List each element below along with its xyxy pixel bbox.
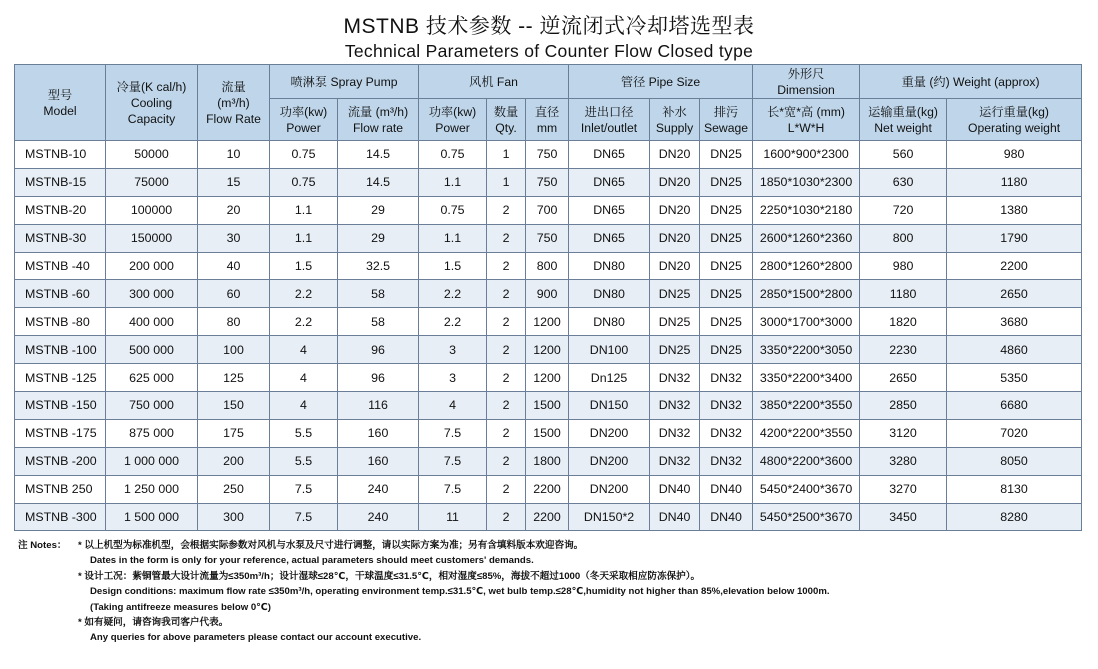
cell-pipe-supply: DN20 bbox=[650, 196, 700, 224]
table-row bbox=[15, 141, 1082, 169]
cell-dimension: 1850*1030*2300 bbox=[753, 168, 860, 196]
cell-fan-qty: 2 bbox=[487, 364, 526, 392]
note-1-en: Dates in the form is only for your reference, actual parameters should meet customers' demands. bbox=[90, 555, 534, 567]
cell-flow-rate: 10 bbox=[198, 141, 270, 169]
cell-fan-power: 1.1 bbox=[419, 168, 487, 196]
cell-spray-power: 5.5 bbox=[270, 447, 338, 475]
cell-spray-flow: 32.5 bbox=[338, 252, 419, 280]
cell-fan-qty: 2 bbox=[487, 475, 526, 503]
cell-dimension: 4200*2200*3550 bbox=[753, 419, 860, 447]
header-pipe-supply: 补水 Supply bbox=[650, 99, 700, 141]
cell-flow-rate: 125 bbox=[198, 364, 270, 392]
cell-net-weight: 2230 bbox=[860, 336, 947, 364]
cell-dimension: 2800*1260*2800 bbox=[753, 252, 860, 280]
cell-fan-qty: 2 bbox=[487, 503, 526, 531]
cell-cooling-capacity: 1 500 000 bbox=[106, 503, 198, 531]
header-fan-diameter: 直径 mm bbox=[526, 99, 569, 141]
cell-net-weight: 3120 bbox=[860, 419, 947, 447]
cell-fan-qty: 2 bbox=[487, 447, 526, 475]
header-pipe-sewage: 排污 Sewage bbox=[700, 99, 753, 141]
cell-operating-weight: 3680 bbox=[947, 308, 1082, 336]
cell-pipe-sewage: DN25 bbox=[700, 168, 753, 196]
cell-fan-qty: 1 bbox=[487, 168, 526, 196]
header-spray-power: 功率(kw) Power bbox=[270, 99, 338, 141]
note-2-en: Design conditions: maximum flow rate ≤350m³/h, operating environment temp.≤31.5℃, wet bulb temp.≤28℃,humidity not higher than 85%,elevation below 1000m. bbox=[90, 586, 830, 598]
cell-spray-flow: 116 bbox=[338, 392, 419, 420]
cell-fan-qty: 2 bbox=[487, 392, 526, 420]
header-dimension-lwh: 长*宽*高 (mm) L*W*H bbox=[753, 99, 860, 141]
cell-net-weight: 980 bbox=[860, 252, 947, 280]
table-row bbox=[15, 196, 1082, 224]
cell-cooling-capacity: 300 000 bbox=[106, 280, 198, 308]
cell-spray-power: 7.5 bbox=[270, 475, 338, 503]
cell-pipe-supply: DN32 bbox=[650, 447, 700, 475]
notes-lead: 注 Notes： bbox=[18, 540, 67, 551]
cell-fan-power: 7.5 bbox=[419, 419, 487, 447]
cell-net-weight: 720 bbox=[860, 196, 947, 224]
cell-cooling-capacity: 150000 bbox=[106, 224, 198, 252]
cell-flow-rate: 60 bbox=[198, 280, 270, 308]
cell-pipe-inlet: DN80 bbox=[569, 280, 650, 308]
cell-cooling-capacity: 1 250 000 bbox=[106, 475, 198, 503]
cell-pipe-supply: DN25 bbox=[650, 336, 700, 364]
header-dimension: 外形尺 Dimension bbox=[753, 65, 860, 99]
cell-fan-qty: 2 bbox=[487, 252, 526, 280]
cell-net-weight: 1820 bbox=[860, 308, 947, 336]
cell-pipe-supply: DN40 bbox=[650, 475, 700, 503]
cell-operating-weight: 7020 bbox=[947, 419, 1082, 447]
cell-flow-rate: 300 bbox=[198, 503, 270, 531]
cell-flow-rate: 175 bbox=[198, 419, 270, 447]
cell-operating-weight: 1790 bbox=[947, 224, 1082, 252]
cell-model: MSTNB -80 bbox=[15, 308, 106, 336]
table-row bbox=[15, 503, 1082, 531]
cell-operating-weight: 5350 bbox=[947, 364, 1082, 392]
cell-pipe-inlet: DN200 bbox=[569, 475, 650, 503]
cell-fan-diameter: 2200 bbox=[526, 475, 569, 503]
cell-pipe-supply: DN25 bbox=[650, 280, 700, 308]
cell-spray-flow: 160 bbox=[338, 419, 419, 447]
cell-pipe-sewage: DN40 bbox=[700, 475, 753, 503]
header-net-weight: 运输重量(kg) Net weight bbox=[860, 99, 947, 141]
header-flow-rate: 流量 (m³/h) Flow Rate bbox=[198, 65, 270, 141]
cell-dimension: 1600*900*2300 bbox=[753, 141, 860, 169]
cell-pipe-sewage: DN32 bbox=[700, 447, 753, 475]
cell-fan-diameter: 1500 bbox=[526, 392, 569, 420]
cell-fan-power: 3 bbox=[419, 336, 487, 364]
cell-cooling-capacity: 200 000 bbox=[106, 252, 198, 280]
cell-spray-flow: 96 bbox=[338, 364, 419, 392]
cell-model: MSTNB -175 bbox=[15, 419, 106, 447]
cell-fan-diameter: 750 bbox=[526, 224, 569, 252]
cell-spray-power: 2.2 bbox=[270, 308, 338, 336]
cell-net-weight: 630 bbox=[860, 168, 947, 196]
cell-pipe-sewage: DN25 bbox=[700, 336, 753, 364]
cell-pipe-sewage: DN25 bbox=[700, 280, 753, 308]
cell-fan-power: 0.75 bbox=[419, 141, 487, 169]
cell-model: MSTNB-30 bbox=[15, 224, 106, 252]
cell-pipe-inlet: DN65 bbox=[569, 224, 650, 252]
cell-spray-power: 0.75 bbox=[270, 168, 338, 196]
cell-pipe-inlet: DN65 bbox=[569, 168, 650, 196]
note-1-zh: 注 Notes： * 以上机型为标准机型，会根据实际参数对风机与水泵及尺寸进行调整，请以实际方案为准；另有含填料版本欢迎咨询。 bbox=[18, 538, 830, 553]
cell-model: MSTNB -40 bbox=[15, 252, 106, 280]
cell-fan-power: 3 bbox=[419, 364, 487, 392]
cell-pipe-sewage: DN40 bbox=[700, 503, 753, 531]
cell-spray-power: 4 bbox=[270, 392, 338, 420]
cell-pipe-sewage: DN25 bbox=[700, 224, 753, 252]
cell-dimension: 3000*1700*3000 bbox=[753, 308, 860, 336]
cell-pipe-inlet: DN80 bbox=[569, 252, 650, 280]
cell-fan-power: 4 bbox=[419, 392, 487, 420]
cell-flow-rate: 80 bbox=[198, 308, 270, 336]
cell-pipe-inlet: DN65 bbox=[569, 196, 650, 224]
cell-spray-power: 1.5 bbox=[270, 252, 338, 280]
cell-fan-qty: 2 bbox=[487, 280, 526, 308]
cell-model: MSTNB-15 bbox=[15, 168, 106, 196]
table-body bbox=[15, 141, 1082, 531]
cell-operating-weight: 8280 bbox=[947, 503, 1082, 531]
cell-flow-rate: 150 bbox=[198, 392, 270, 420]
cell-net-weight: 560 bbox=[860, 141, 947, 169]
table-row bbox=[15, 252, 1082, 280]
table-row bbox=[15, 280, 1082, 308]
cell-flow-rate: 250 bbox=[198, 475, 270, 503]
cell-net-weight: 800 bbox=[860, 224, 947, 252]
cell-fan-power: 7.5 bbox=[419, 447, 487, 475]
cell-cooling-capacity: 750 000 bbox=[106, 392, 198, 420]
cell-spray-flow: 240 bbox=[338, 503, 419, 531]
cell-cooling-capacity: 100000 bbox=[106, 196, 198, 224]
cell-model: MSTNB -125 bbox=[15, 364, 106, 392]
cell-cooling-capacity: 400 000 bbox=[106, 308, 198, 336]
cell-operating-weight: 6680 bbox=[947, 392, 1082, 420]
header-cooling-capacity: 冷量(K cal/h) Cooling Capacity bbox=[106, 65, 198, 141]
cell-cooling-capacity: 50000 bbox=[106, 141, 198, 169]
cell-fan-qty: 2 bbox=[487, 224, 526, 252]
note-3-en: Any queries for above parameters please contact our account executive. bbox=[90, 632, 422, 644]
cell-flow-rate: 100 bbox=[198, 336, 270, 364]
cell-operating-weight: 980 bbox=[947, 141, 1082, 169]
cell-fan-diameter: 1200 bbox=[526, 308, 569, 336]
cell-dimension: 3350*2200*3050 bbox=[753, 336, 860, 364]
cell-pipe-sewage: DN25 bbox=[700, 308, 753, 336]
cell-fan-power: 0.75 bbox=[419, 196, 487, 224]
cell-spray-power: 4 bbox=[270, 364, 338, 392]
cell-spray-power: 2.2 bbox=[270, 280, 338, 308]
cell-pipe-inlet: DN65 bbox=[569, 141, 650, 169]
header-fan-qty: 数量 Qty. bbox=[487, 99, 526, 141]
cell-net-weight: 1180 bbox=[860, 280, 947, 308]
cell-net-weight: 2850 bbox=[860, 392, 947, 420]
table-row bbox=[15, 224, 1082, 252]
cell-spray-flow: 29 bbox=[338, 196, 419, 224]
cell-net-weight: 3280 bbox=[860, 447, 947, 475]
cell-fan-diameter: 750 bbox=[526, 168, 569, 196]
cell-net-weight: 3270 bbox=[860, 475, 947, 503]
cell-pipe-supply: DN20 bbox=[650, 224, 700, 252]
cell-pipe-inlet: DN200 bbox=[569, 419, 650, 447]
cell-fan-diameter: 800 bbox=[526, 252, 569, 280]
cell-operating-weight: 1380 bbox=[947, 196, 1082, 224]
cell-model: MSTNB -300 bbox=[15, 503, 106, 531]
cell-fan-diameter: 1500 bbox=[526, 419, 569, 447]
title-chinese: MSTNB 技术参数 -- 逆流闭式冷却塔选型表 bbox=[343, 15, 755, 38]
cell-fan-diameter: 900 bbox=[526, 280, 569, 308]
cell-flow-rate: 200 bbox=[198, 447, 270, 475]
table-row bbox=[15, 168, 1082, 196]
header-model: 型号 Model bbox=[15, 65, 106, 141]
cell-flow-rate: 15 bbox=[198, 168, 270, 196]
cell-dimension: 5450*2500*3670 bbox=[753, 503, 860, 531]
cell-operating-weight: 8050 bbox=[947, 447, 1082, 475]
cell-pipe-supply: DN25 bbox=[650, 308, 700, 336]
table-row bbox=[15, 475, 1082, 503]
cell-cooling-capacity: 75000 bbox=[106, 168, 198, 196]
cell-fan-qty: 1 bbox=[487, 141, 526, 169]
cell-cooling-capacity: 500 000 bbox=[106, 336, 198, 364]
cell-fan-diameter: 2200 bbox=[526, 503, 569, 531]
cell-pipe-inlet: DN200 bbox=[569, 447, 650, 475]
note-2-zh: * 设计工况：紫铜管最大设计流量为≤350m³/h；设计湿球≤28℃，干球温度≤31.5℃，相对湿度≤85%，海拔不超过1000（冬天采取相应防冻保护）。 bbox=[78, 570, 701, 582]
cell-dimension: 3850*2200*3550 bbox=[753, 392, 860, 420]
cell-pipe-sewage: DN25 bbox=[700, 141, 753, 169]
cell-fan-power: 2.2 bbox=[419, 280, 487, 308]
cell-pipe-supply: DN40 bbox=[650, 503, 700, 531]
cell-fan-diameter: 1200 bbox=[526, 336, 569, 364]
header-fan-power: 功率(kw) Power bbox=[419, 99, 487, 141]
cell-fan-qty: 2 bbox=[487, 336, 526, 364]
cell-model: MSTNB -100 bbox=[15, 336, 106, 364]
cell-spray-flow: 160 bbox=[338, 447, 419, 475]
cell-net-weight: 2650 bbox=[860, 364, 947, 392]
cell-pipe-inlet: DN80 bbox=[569, 308, 650, 336]
cell-operating-weight: 2200 bbox=[947, 252, 1082, 280]
table-row bbox=[15, 392, 1082, 420]
cell-operating-weight: 8130 bbox=[947, 475, 1082, 503]
cell-pipe-sewage: DN32 bbox=[700, 392, 753, 420]
spec-table bbox=[14, 64, 1082, 531]
cell-model: MSTNB -150 bbox=[15, 392, 106, 420]
header-spray-flow: 流量 (m³/h) Flow rate bbox=[338, 99, 419, 141]
cell-fan-power: 2.2 bbox=[419, 308, 487, 336]
cell-operating-weight: 4860 bbox=[947, 336, 1082, 364]
cell-operating-weight: 1180 bbox=[947, 168, 1082, 196]
cell-pipe-supply: DN32 bbox=[650, 419, 700, 447]
cell-pipe-supply: DN20 bbox=[650, 141, 700, 169]
cell-model: MSTNB-20 bbox=[15, 196, 106, 224]
table-row bbox=[15, 336, 1082, 364]
cell-spray-flow: 29 bbox=[338, 224, 419, 252]
table-row bbox=[15, 364, 1082, 392]
cell-fan-power: 11 bbox=[419, 503, 487, 531]
cell-spray-power: 4 bbox=[270, 336, 338, 364]
cell-model: MSTNB -200 bbox=[15, 447, 106, 475]
cell-pipe-inlet: DN100 bbox=[569, 336, 650, 364]
header-pipe-size: 管径 Pipe Size bbox=[569, 65, 753, 99]
cell-fan-power: 7.5 bbox=[419, 475, 487, 503]
cell-fan-diameter: 750 bbox=[526, 141, 569, 169]
table-row bbox=[15, 447, 1082, 475]
title-english: Technical Parameters of Counter Flow Closed type bbox=[344, 41, 754, 61]
cell-fan-diameter: 700 bbox=[526, 196, 569, 224]
cell-dimension: 2250*1030*2180 bbox=[753, 196, 860, 224]
table-row bbox=[15, 419, 1082, 447]
note-2-en-2: (Taking antifreeze measures below 0℃) bbox=[90, 601, 271, 613]
cell-fan-diameter: 1200 bbox=[526, 364, 569, 392]
cell-spray-flow: 58 bbox=[338, 308, 419, 336]
cell-cooling-capacity: 625 000 bbox=[106, 364, 198, 392]
header-weight: 重量 (约) Weight (approx) bbox=[860, 65, 1082, 99]
cell-fan-diameter: 1800 bbox=[526, 447, 569, 475]
cell-dimension: 2850*1500*2800 bbox=[753, 280, 860, 308]
cell-spray-power: 1.1 bbox=[270, 224, 338, 252]
cell-pipe-inlet: Dn125 bbox=[569, 364, 650, 392]
cell-spray-flow: 240 bbox=[338, 475, 419, 503]
cell-pipe-sewage: DN32 bbox=[700, 364, 753, 392]
cell-model: MSTNB 250 bbox=[15, 475, 106, 503]
cell-fan-qty: 2 bbox=[487, 419, 526, 447]
cell-model: MSTNB -60 bbox=[15, 280, 106, 308]
cell-spray-flow: 58 bbox=[338, 280, 419, 308]
cell-pipe-supply: DN20 bbox=[650, 168, 700, 196]
cell-operating-weight: 2650 bbox=[947, 280, 1082, 308]
cell-fan-power: 1.1 bbox=[419, 224, 487, 252]
cell-flow-rate: 30 bbox=[198, 224, 270, 252]
cell-cooling-capacity: 875 000 bbox=[106, 419, 198, 447]
cell-spray-flow: 96 bbox=[338, 336, 419, 364]
cell-pipe-supply: DN32 bbox=[650, 364, 700, 392]
header-fan: 风机 Fan bbox=[419, 65, 569, 99]
cell-pipe-inlet: DN150 bbox=[569, 392, 650, 420]
cell-spray-flow: 14.5 bbox=[338, 168, 419, 196]
cell-pipe-sewage: DN25 bbox=[700, 252, 753, 280]
cell-dimension: 4800*2200*3600 bbox=[753, 447, 860, 475]
cell-spray-flow: 14.5 bbox=[338, 141, 419, 169]
cell-net-weight: 3450 bbox=[860, 503, 947, 531]
cell-spray-power: 7.5 bbox=[270, 503, 338, 531]
cell-fan-qty: 2 bbox=[487, 196, 526, 224]
cell-flow-rate: 20 bbox=[198, 196, 270, 224]
cell-spray-power: 1.1 bbox=[270, 196, 338, 224]
header-spray-pump: 喷淋泵 Spray Pump bbox=[270, 65, 419, 99]
table-row bbox=[15, 308, 1082, 336]
cell-pipe-sewage: DN32 bbox=[700, 419, 753, 447]
header-pipe-inlet: 进出口径 Inlet/outlet bbox=[569, 99, 650, 141]
cell-cooling-capacity: 1 000 000 bbox=[106, 447, 198, 475]
cell-model: MSTNB-10 bbox=[15, 141, 106, 169]
cell-dimension: 5450*2400*3670 bbox=[753, 475, 860, 503]
notes bbox=[18, 538, 830, 646]
cell-dimension: 2600*1260*2360 bbox=[753, 224, 860, 252]
cell-pipe-supply: DN20 bbox=[650, 252, 700, 280]
note-3-zh: * 如有疑问，请咨询我司客户代表。 bbox=[78, 617, 229, 629]
cell-fan-qty: 2 bbox=[487, 308, 526, 336]
cell-pipe-sewage: DN25 bbox=[700, 196, 753, 224]
cell-dimension: 3350*2200*3400 bbox=[753, 364, 860, 392]
header-operating-weight: 运行重量(kg) Operating weight bbox=[947, 99, 1082, 141]
cell-pipe-supply: DN32 bbox=[650, 392, 700, 420]
cell-spray-power: 5.5 bbox=[270, 419, 338, 447]
cell-pipe-inlet: DN150*2 bbox=[569, 503, 650, 531]
cell-spray-power: 0.75 bbox=[270, 141, 338, 169]
cell-flow-rate: 40 bbox=[198, 252, 270, 280]
cell-fan-power: 1.5 bbox=[419, 252, 487, 280]
